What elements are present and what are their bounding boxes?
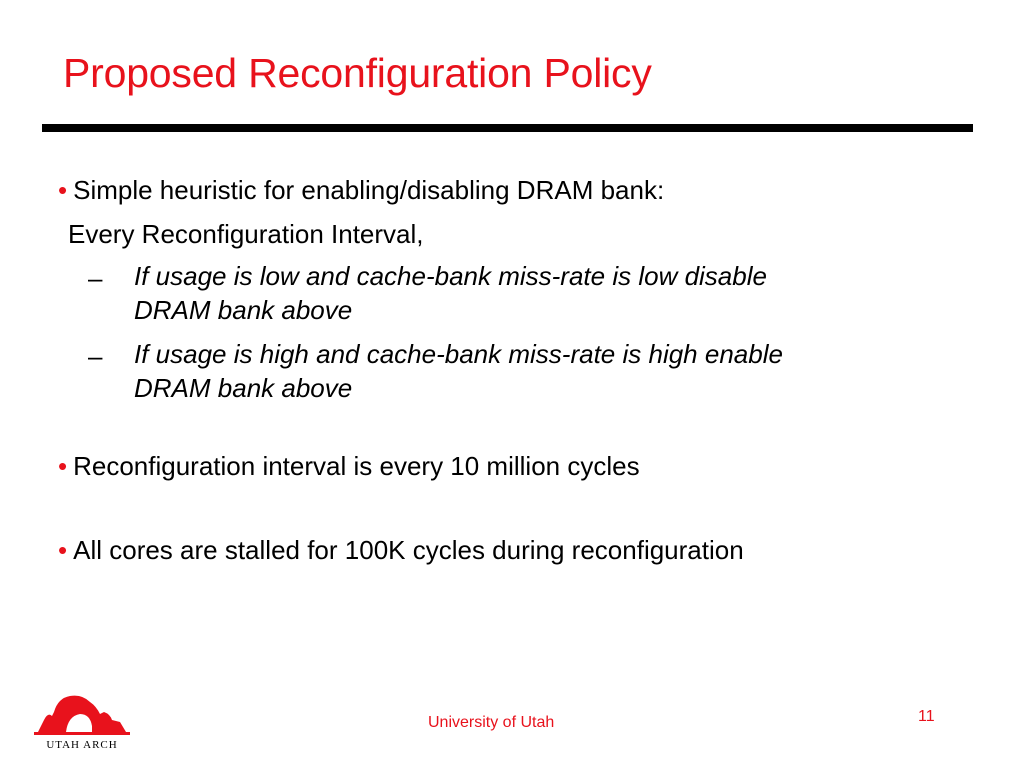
bullet-text: All cores are stalled for 100K cycles during reconfiguration: [73, 535, 744, 565]
sub-item-line: DRAM bank above: [134, 295, 353, 325]
logo-text: UTAH ARCH: [46, 739, 118, 751]
bullet-marker: •: [58, 451, 68, 481]
bullet-text: Simple heuristic for enabling/disabling DRAM bank:: [73, 175, 665, 205]
bullet-item: [58, 173, 664, 207]
bullet-item: [58, 449, 640, 483]
bullet-text: Reconfiguration interval is every 10 million cycles: [73, 451, 640, 481]
bullet-marker: •: [58, 175, 68, 205]
title-divider: [42, 124, 973, 132]
bullet-item: [58, 533, 744, 567]
footer-institution: University of Utah: [428, 714, 555, 731]
continuation-text: Every Reconfiguration Interval,: [68, 219, 424, 249]
dash-marker: –: [88, 341, 103, 371]
sub-item-line: If usage is high and cache-bank miss-rate is high enable: [134, 339, 783, 369]
utah-arch-logo-icon: [30, 692, 134, 752]
page-number: 11: [918, 708, 935, 725]
slide-title: Proposed Reconfiguration Policy: [63, 50, 652, 96]
sub-item-line: If usage is low and cache-bank miss-rate is low disable: [134, 261, 767, 291]
dash-marker: –: [88, 263, 103, 293]
bullet-marker: •: [58, 535, 68, 565]
sub-item-line: DRAM bank above: [134, 373, 353, 403]
